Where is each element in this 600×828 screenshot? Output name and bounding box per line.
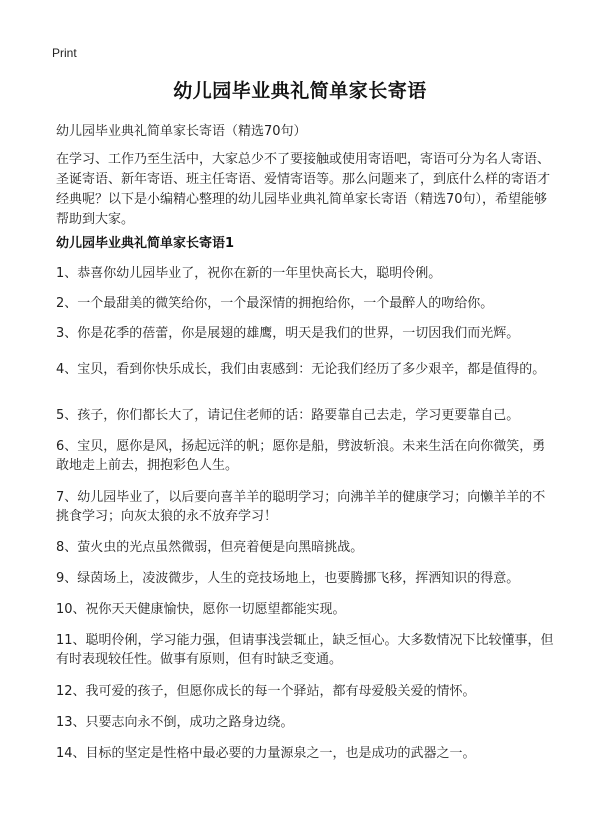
list-item: 4、宝贝，看到你快乐成长，我们由衷感到：无论我们经历了多少艰辛，都是值得的。 [56, 362, 546, 377]
list-item: 8、萤火虫的光点虽然微弱，但亮着便是向黑暗挑战。 [56, 540, 364, 555]
print-link[interactable]: Print [52, 46, 77, 60]
list-item: 11、聪明伶俐，学习能力强，但请事浅尝辄止，缺乏恒心。大多数情况下比较懂事，但有时表现较任性。做事有原则，但有时缺乏变通。 [56, 633, 554, 667]
list-item: 10、祝你天天健康愉快，愿你一切愿望都能实现。 [56, 602, 346, 617]
section-heading: 幼儿园毕业典礼简单家长寄语1 [56, 236, 235, 251]
list-item: 6、宝贝，愿你是风，扬起远洋的帆；愿你是船，劈波斩浪。未来生活在向你微笑，勇敢地走上前去，拥抱彩色人生。 [56, 439, 546, 473]
list-item: 9、绿茵场上，凌波微步，人生的竞技场地上，也要腾挪飞移，挥洒知识的得意。 [56, 571, 520, 586]
list-item: 3、你是花季的蓓蕾，你是展翅的雄鹰，明天是我们的世界，一切因我们而光辉。 [56, 326, 520, 341]
list-item: 1、恭喜你幼儿园毕业了，祝你在新的一年里快高长大，聪明伶俐。 [56, 266, 442, 281]
list-item: 7、幼儿园毕业了，以后要向喜羊羊的聪明学习；向沸羊羊的健康学习；向懒羊羊的不挑食学习；向灰太狼的永不放弃学习！ [56, 490, 546, 524]
list-item: 13、只要志向永不倒，成功之路身边绕。 [56, 715, 294, 730]
list-item: 5、孩子，你们都长大了，请记住老师的话：路要靠自己去走，学习更要靠自己。 [56, 408, 520, 423]
subtitle: 幼儿园毕业典礼简单家长寄语（精选70句） [56, 124, 307, 139]
list-item: 2、一个最甜美的微笑给你，一个最深情的拥抱给你，一个最醉人的吻给你。 [56, 296, 494, 311]
list-item: 14、目标的坚定是性格中最必要的力量源泉之一，也是成功的武器之一。 [56, 746, 476, 761]
page-title: 幼儿园毕业典礼简单家长寄语 [173, 80, 427, 102]
list-item: 12、我可爱的孩子，但愿你成长的每一个驿站，都有母爱般关爱的情怀。 [56, 684, 476, 699]
intro-paragraph: 在学习、工作乃至生活中，大家总少不了要接触或使用寄语吧，寄语可分为名人寄语、圣诞寄语、新年寄语、班主任寄语、爱情寄语等。那么问题来了，到底什么样的寄语才经典呢？以下是小编精心整理的幼儿园毕业典礼简单家长寄语（精选70句），希望能够帮助到大家。 [56, 152, 551, 227]
